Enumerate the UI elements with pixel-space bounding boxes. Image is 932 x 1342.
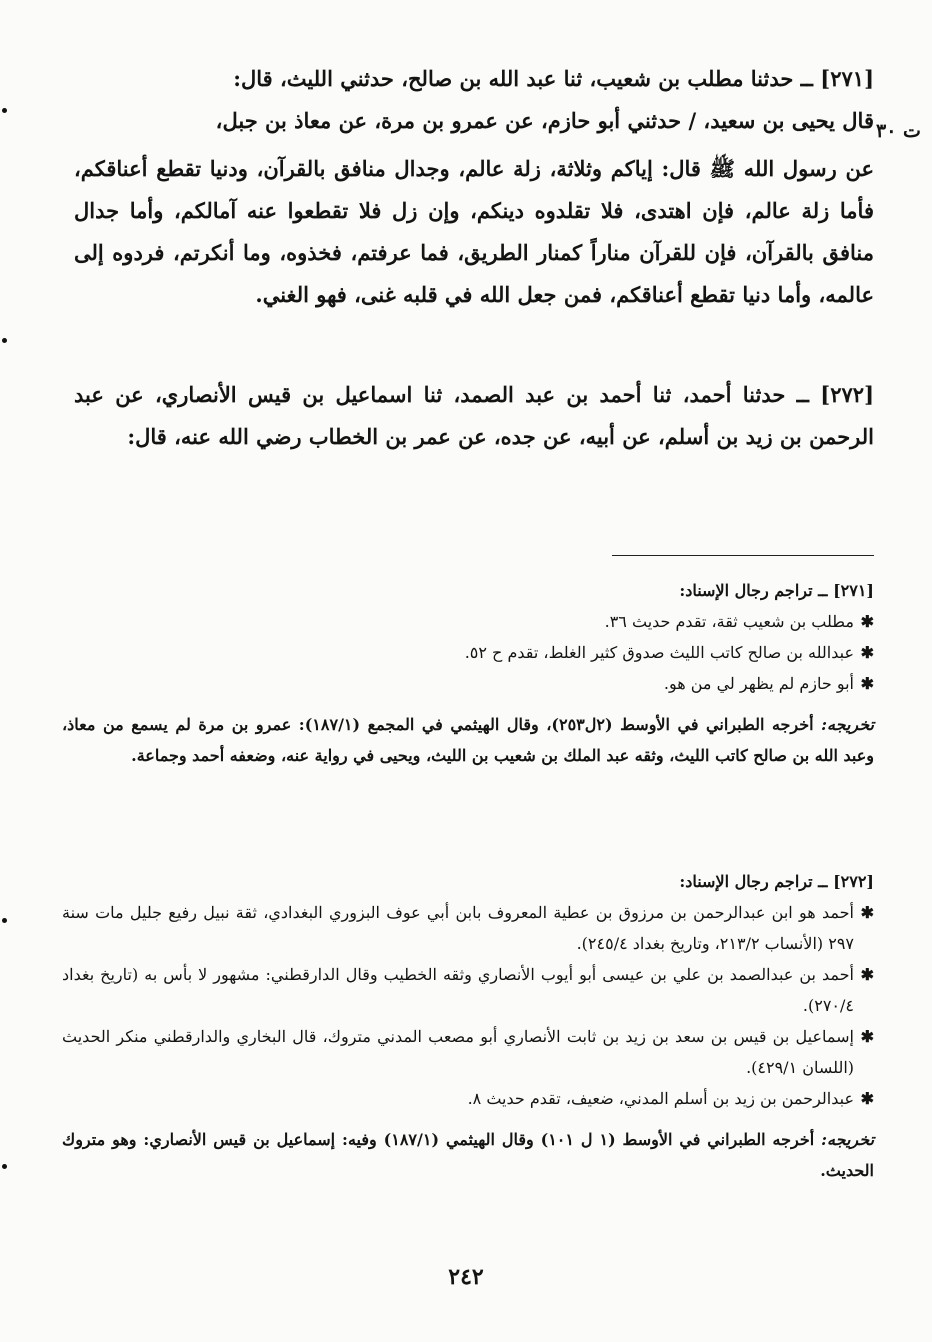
bullet-icon: ✱: [860, 903, 874, 922]
scan-mark: [2, 338, 7, 343]
hadith-271-line-2: قال يحيى بن سعيد، / حدثني أبو حازم، عن عمرو بن مرة، عن معاذ بن جبل،: [215, 108, 874, 133]
hadith-271: [74, 58, 874, 316]
narrator-item: ✱ عبدالله بن صالح كاتب الليث صدوق كثير الغلط، تقدم ح ٥٢.: [62, 637, 874, 668]
margin-reference: ت ٣٠: [876, 120, 921, 142]
narrator-item: ✱ إسماعيل بن قيس بن سعد بن زيد بن ثابت الأنصاري أبو مصعب المدني متروك، قال البخاري والدارقطني منكر الحديث (اللسان ٤٢٩/١).: [62, 1021, 874, 1083]
scan-mark: [2, 1164, 7, 1169]
hadith-271-line-1: [٢٧١] ــ حدثنا مطلب بن شعيب، ثنا عبد الله بن صالح، حدثني الليث، قال:: [233, 66, 874, 91]
bullet-icon: ✱: [860, 612, 874, 631]
narrator-item: ✱ مطلب بن شعيب ثقة، تقدم حديث ٣٦.: [62, 606, 874, 637]
takhrij-label: تخريجه:: [821, 1130, 875, 1149]
footnote-272-heading: [٢٧٢] ــ تراجم رجال الإسناد:: [679, 872, 874, 891]
footnotes-271: [62, 575, 874, 771]
hadith-272-text: [٢٧٢] ــ حدثنا أحمد، ثنا أحمد بن عبد الصمد، ثنا اسماعيل بن قيس الأنصاري، عن عبد الرحمن بن زيد بن أسلم، عن أبيه، عن جده، عن عمر بن الخطاب رضي الله عنه، قال:: [74, 382, 874, 449]
narrators-list-271: [62, 606, 874, 699]
takhrij-label: تخريجه:: [821, 715, 874, 734]
bullet-icon: ✱: [860, 1089, 874, 1108]
page-number: ٢٤٢: [448, 1264, 484, 1290]
bullet-icon: ✱: [860, 965, 874, 984]
footnote-271-heading: [٢٧١] ــ تراجم رجال الإسناد:: [679, 581, 874, 600]
takhrij-271: [62, 709, 874, 771]
narrator-item: ✱ أحمد بن عبدالصمد بن علي بن عيسى أبو أيوب الأنصاري وثقه الخطيب وقال الدارقطني: مشهور لا بأس به (تاريخ بغداد ٢٧٠/٤).: [62, 959, 874, 1021]
narrator-item: ✱ عبدالرحمن بن زيد بن أسلم المدني، ضعيف، تقدم حديث ٨.: [62, 1083, 874, 1114]
hadith-272: [74, 374, 874, 458]
footnote-separator: [612, 555, 874, 556]
takhrij-text: أخرجه الطبراني في الأوسط (١ ل ١٠١) وقال الهيثمي (١٨٧/١) وفيه: إسماعيل بن قيس الأنصاري: وهو متروك الحديث.: [62, 1130, 874, 1180]
scan-mark: [2, 108, 7, 113]
bullet-icon: ✱: [860, 643, 874, 662]
narrator-item: ✱ أبو حازم لم يظهر لي من هو.: [62, 668, 874, 699]
footnotes-272: [62, 866, 874, 1186]
bullet-icon: ✱: [860, 1027, 874, 1046]
narrators-list-272: [62, 897, 874, 1114]
takhrij-272: [62, 1124, 874, 1186]
hadith-271-matn: عن رسول الله ﷺ قال: إياكم وثلاثة، زلة عالم، وجدال منافق بالقرآن، ودنيا تقطع أعناقكم، فأما زلة عالم، فإن اهتدى، فلا تقلدوه دينكم، وإن زل فلا تقطعوا عنه آمالكم، وأما جدال منافق بالقرآن، فإن للقرآن مناراً كمنار الطريق، فما عرفتم، فخذوه، وما أنكرتم، فردوه إلى عالمه، وأما دنيا تقطع أعناقكم، فمن جعل الله في قلبه غنى، فهو الغني.: [74, 156, 874, 307]
takhrij-text: أخرجه الطبراني في الأوسط (٢ل٢٥٣)، وقال الهيثمي في المجمع (١٨٧/١): عمرو بن مرة لم يسمع من معاذ، وعبد الله بن صالح كاتب الليث، وثقه عبد الملك بن شعيب بن الليث، ويحيى في رواية عنه، وضعفه أحمد وجماعة.: [62, 715, 874, 765]
bullet-icon: ✱: [860, 674, 874, 693]
scan-mark: [2, 918, 7, 923]
narrator-item: ✱ أحمد هو ابن عبدالرحمن بن مرزوق بن عطية المعروف بابن أبي عوف البزوري البغدادي، ثقة نبيل رفيع جليل مات سنة ٢٩٧ (الأنساب ٢١٣/٢، وتاريخ بغداد ٢٤٥/٤).: [62, 897, 874, 959]
